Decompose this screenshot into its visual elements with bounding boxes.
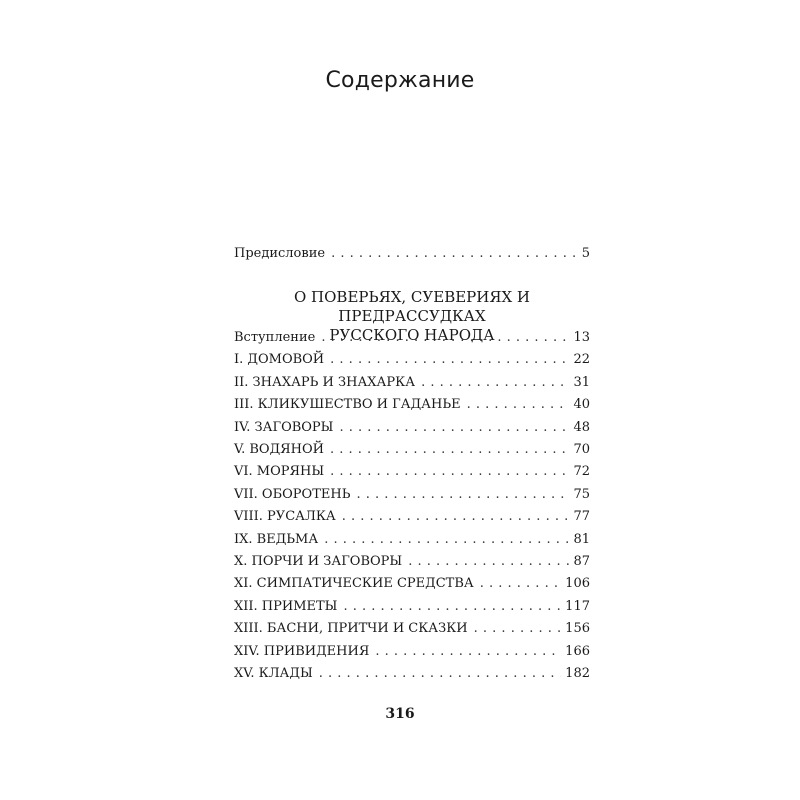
dot-leader xyxy=(330,442,569,458)
page-number: 316 xyxy=(385,706,415,722)
toc-entry-page: 106 xyxy=(565,576,590,591)
toc-entry-page: 70 xyxy=(573,442,590,457)
toc-entry-page: 5 xyxy=(581,246,590,261)
toc-entry-label: X. ПОРЧИ И ЗАГОВОРЫ xyxy=(234,554,403,569)
toc-entry-label: XIII. БАСНИ, ПРИТЧИ И СКАЗКИ xyxy=(234,621,468,636)
toc-entry xyxy=(234,420,590,436)
toc-entry-label: III. КЛИКУШЕСТВО И ГАДАНЬЕ xyxy=(234,397,461,412)
toc-entry xyxy=(234,375,590,391)
dot-leader xyxy=(408,554,569,570)
dot-leader xyxy=(421,375,569,391)
toc-entry-label: XV. КЛАДЫ xyxy=(234,666,313,681)
toc-entry-page: 81 xyxy=(573,532,590,547)
dot-leader xyxy=(356,487,569,503)
toc-entry-page: 182 xyxy=(565,666,590,681)
toc-entry xyxy=(234,442,590,458)
toc-entry-page: 156 xyxy=(565,621,590,636)
toc-entry-label: II. ЗНАХАРЬ И ЗНАХАРКА xyxy=(234,375,416,390)
page-title: Содержание xyxy=(325,68,475,93)
toc-entry-label: XIV. ПРИВИДЕНИЯ xyxy=(234,644,370,659)
toc-entry-label: VII. ОБОРОТЕНЬ xyxy=(234,487,351,502)
toc-entry-page: 166 xyxy=(565,644,590,659)
toc-entry xyxy=(234,644,590,660)
toc-entry xyxy=(234,464,590,480)
toc-entry xyxy=(234,352,590,368)
toc-entry-label: VIII. РУСАЛКА xyxy=(234,509,336,524)
dot-leader xyxy=(324,532,569,548)
toc-entry-label: XII. ПРИМЕТЫ xyxy=(234,599,338,614)
toc-entry-label: IX. ВЕДЬМА xyxy=(234,532,319,547)
dot-leader xyxy=(375,644,561,660)
dot-leader xyxy=(330,464,569,480)
toc-entry-page: 117 xyxy=(565,599,590,614)
toc-entry-label: XI. СИМПАТИЧЕСКИЕ СРЕДСТВА xyxy=(234,576,474,591)
toc-entry-label: Предисловие xyxy=(234,246,326,261)
toc-entry xyxy=(234,576,590,592)
section-heading-line-1: О ПОВЕРЬЯХ, СУЕВЕРИЯХ И ПРЕДРАССУДКАХ xyxy=(293,288,530,325)
toc-entry xyxy=(234,397,590,413)
dot-leader xyxy=(321,330,569,346)
toc-entry xyxy=(234,330,590,346)
toc-entry-preface xyxy=(234,246,590,262)
toc-entry-label: VI. МОРЯНЫ xyxy=(234,464,325,479)
toc-entry-label: V. ВОДЯНОЙ xyxy=(234,442,324,457)
toc-entry-page: 87 xyxy=(573,554,590,569)
toc-entry-page: 22 xyxy=(573,352,590,367)
toc-entry-page: 13 xyxy=(573,330,590,345)
toc-entry-label: IV. ЗАГОВОРЫ xyxy=(234,420,334,435)
dot-leader xyxy=(343,599,561,615)
toc-entry xyxy=(234,487,590,503)
toc-entry-page: 75 xyxy=(573,487,590,502)
dot-leader xyxy=(319,666,561,682)
toc-entry-page: 48 xyxy=(573,420,590,435)
dot-leader xyxy=(467,397,570,413)
dot-leader xyxy=(339,420,569,436)
dot-leader xyxy=(330,352,569,368)
toc-entry xyxy=(234,554,590,570)
dot-leader xyxy=(342,509,570,525)
toc-entry xyxy=(234,509,590,525)
dot-leader xyxy=(474,621,562,637)
section-heading-line-2: РУССКОГО НАРОДА xyxy=(329,326,495,344)
toc-entry xyxy=(234,599,590,615)
dot-leader xyxy=(480,576,561,592)
toc-entry-label: I. ДОМОВОЙ xyxy=(234,352,325,367)
toc-entry xyxy=(234,621,590,637)
toc-entry xyxy=(234,532,590,548)
toc-entry-page: 77 xyxy=(573,509,590,524)
toc-entry-page: 72 xyxy=(573,464,590,479)
toc-entry-label: Вступление xyxy=(234,330,316,345)
toc-entry-page: 31 xyxy=(573,375,590,390)
toc-entry xyxy=(234,666,590,682)
dot-leader xyxy=(331,246,578,262)
toc-entry-page: 40 xyxy=(573,397,590,412)
